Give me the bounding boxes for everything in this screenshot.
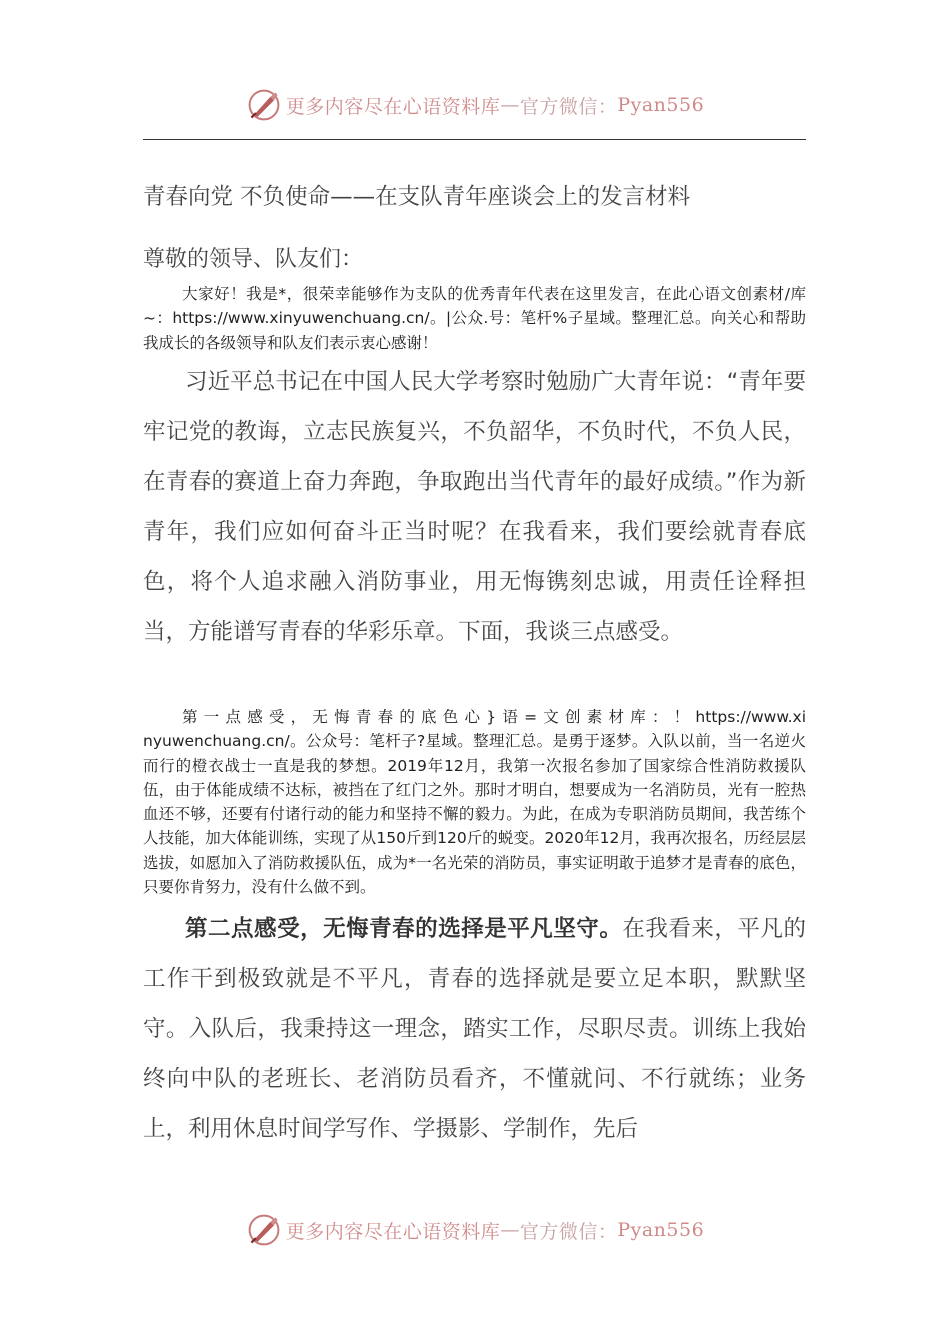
header-banner[interactable] bbox=[0, 85, 950, 125]
banner-wechat-id: Pyan556 bbox=[617, 94, 705, 116]
banner-text: 更多内容尽在心语资料库 bbox=[285, 95, 501, 118]
point-two-lead: 第二点感受，无悔青春的选择是平凡坚守。 bbox=[185, 916, 623, 942]
point-one-lead: 第一点感受，无悔青春的底色心}语=文创素材库：！ bbox=[182, 708, 696, 726]
paragraph-point-one bbox=[143, 705, 806, 899]
banner-dash: — bbox=[500, 94, 520, 116]
point-one-body: https://www.xinyuwenchuang.cn/。公众号：笔杆子?星域。整理汇总。是勇于逐梦。入队以前，当一名逆火而行的橙衣战士一直是我的梦想。2019年12月，我第一次报名参加了国家综合性消防救援队伍，由于体能成绩不达标，被挡在了红门之外。那时才明白，想要成为一名消防员，光有一腔热血还不够，还要有付诸行动的能力和坚持不懈的毅力。为此，在成为专职消防员期间，我苦练个人技能，加大体能训练，实现了从150斤到120斤的蜕变。2020年12月，我再次报名，历经层层选拔，如愿加入了消防救援队伍，成为*一名光荣的消防员，事实证明敢于追梦才是青春的底色，只要你肯努力，没有什么做不到。 bbox=[143, 708, 806, 897]
pen-nib-logo-icon bbox=[246, 1212, 282, 1248]
page-title: 青春向党 不负使命——在支队青年座谈会上的发言材料 bbox=[143, 184, 691, 210]
footer-banner[interactable] bbox=[0, 1210, 950, 1250]
banner-wechat-label: 官方微信： bbox=[519, 95, 618, 118]
paragraph-intro: 大家好！我是*，很荣幸能够作为支队的优秀青年代表在这里发言，在此心语文创素材/库~：https://www.xinyuwenchuang.cn/。|公众.号：笔杆%子星域。整理汇总。向关心和帮助我成长的各级领导和队友们表示衷心感谢！ bbox=[143, 285, 806, 352]
pen-nib-logo-icon bbox=[246, 87, 282, 123]
banner-wechat-id: Pyan556 bbox=[617, 1219, 705, 1241]
point-two-body: 在我看来，平凡的工作干到极致就是不平凡，青春的选择就是要立足本职，默默坚守。入队后，我秉持这一理念，踏实工作，尽职尽责。训练上我始终向中队的老班长、老消防员看齐，不懂就问、不行就练；业务上，利用休息时间学写作、学摄影、学制作，先后 bbox=[143, 916, 806, 1142]
paragraph-point-two bbox=[143, 904, 806, 1154]
paragraph-quote: 习近平总书记在中国人民大学考察时勉励广大青年说：“青年要牢记党的教诲，立志民族复兴，不负韶华，不负时代，不负人民，在青春的赛道上奋力奔跑，争取跑出当代青年的最好成绩。”作为新青年，我们应如何奋斗正当时呢？在我看来，我们要绘就青春底色，将个人追求融入消防事业，用无悔镌刻忠诚，用责任诠释担当，方能谱写青春的华彩乐章。下面，我谈三点感受。 bbox=[143, 369, 806, 645]
salutation: 尊敬的领导、队友们： bbox=[143, 247, 364, 272]
banner-dash: — bbox=[500, 1219, 520, 1241]
header-divider bbox=[143, 139, 806, 140]
banner-text: 更多内容尽在心语资料库 bbox=[285, 1220, 501, 1243]
banner-wechat-label: 官方微信： bbox=[519, 1220, 618, 1243]
